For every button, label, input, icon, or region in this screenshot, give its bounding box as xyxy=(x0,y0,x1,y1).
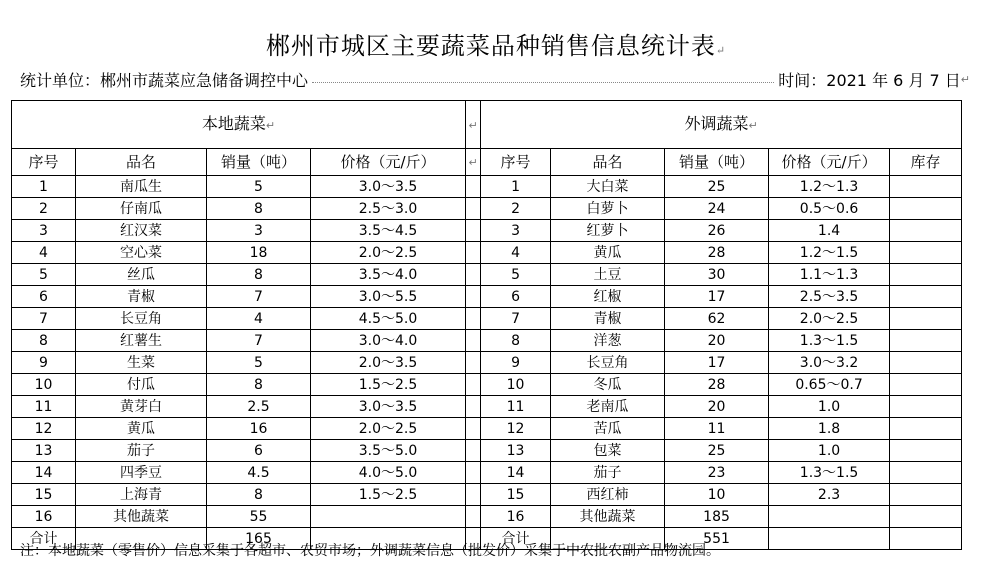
local-price-cell: 3.0～3.5 xyxy=(311,176,466,198)
col-header: 价格（元/斤） xyxy=(769,149,890,176)
paragraph-mark-icon: ↵ xyxy=(748,118,758,132)
external-name-cell: 大白菜 xyxy=(551,176,665,198)
local-name-cell: 四季豆 xyxy=(76,462,207,484)
external-name-cell: 其他蔬菜 xyxy=(551,506,665,528)
local-qty-cell: 8 xyxy=(207,484,311,506)
external-no-cell: 16 xyxy=(481,506,551,528)
local-name-cell: 黄芽白 xyxy=(76,396,207,418)
leader-dots xyxy=(312,72,774,83)
external-name-cell: 土豆 xyxy=(551,264,665,286)
local-no-cell: 11 xyxy=(12,396,76,418)
spacer-cell xyxy=(466,149,481,176)
totals-label: 合计 xyxy=(12,528,76,550)
spacer-cell xyxy=(466,418,481,440)
local-qty-cell: 18 xyxy=(207,242,311,264)
local-no-cell: 7 xyxy=(12,308,76,330)
title-text: 郴州市城区主要蔬菜品种销售信息统计表 xyxy=(265,32,716,60)
local-qty-cell: 8 xyxy=(207,264,311,286)
external-stock-cell xyxy=(890,462,962,484)
external-qty-cell: 28 xyxy=(665,374,769,396)
external-price-cell: 1.3～1.5 xyxy=(769,330,890,352)
external-price-cell: 1.1～1.3 xyxy=(769,264,890,286)
external-qty-cell: 30 xyxy=(665,264,769,286)
external-no-cell: 3 xyxy=(481,220,551,242)
local-qty-cell: 3 xyxy=(207,220,311,242)
table-row xyxy=(12,330,962,352)
external-price-cell: 2.5～3.5 xyxy=(769,286,890,308)
external-price-cell: 1.0 xyxy=(769,440,890,462)
spacer-cell xyxy=(466,396,481,418)
table-row xyxy=(12,374,962,396)
external-no-cell: 2 xyxy=(481,198,551,220)
local-no-cell: 10 xyxy=(12,374,76,396)
col-header: 品名 xyxy=(551,149,665,176)
table-row xyxy=(12,506,962,528)
local-no-cell: 6 xyxy=(12,286,76,308)
external-stock-cell xyxy=(890,308,962,330)
col-header: 价格（元/斤） xyxy=(311,149,466,176)
col-header: 品名 xyxy=(76,149,207,176)
local-name-cell: 红汉菜 xyxy=(76,220,207,242)
table-row xyxy=(12,396,962,418)
external-qty-cell: 62 xyxy=(665,308,769,330)
local-qty-cell: 2.5 xyxy=(207,396,311,418)
paragraph-mark-icon: ↵ xyxy=(960,73,970,86)
external-qty-cell: 23 xyxy=(665,462,769,484)
external-no-cell: 4 xyxy=(481,242,551,264)
table-row xyxy=(12,484,962,506)
spacer-cell xyxy=(466,330,481,352)
local-qty-cell: 16 xyxy=(207,418,311,440)
external-qty-cell: 28 xyxy=(665,242,769,264)
local-name-cell: 其他蔬菜 xyxy=(76,506,207,528)
local-price-cell: 2.0～2.5 xyxy=(311,242,466,264)
external-stock-cell xyxy=(890,264,962,286)
spacer-cell xyxy=(466,374,481,396)
spacer-cell xyxy=(466,506,481,528)
spacer-cell xyxy=(466,484,481,506)
external-price-cell xyxy=(769,506,890,528)
spacer-cell xyxy=(466,242,481,264)
local-qty-cell: 4 xyxy=(207,308,311,330)
local-price-cell: 3.5～4.0 xyxy=(311,264,466,286)
external-name-cell: 青椒 xyxy=(551,308,665,330)
section-local xyxy=(12,101,466,149)
section-external xyxy=(481,101,962,149)
external-qty-cell: 25 xyxy=(665,176,769,198)
local-total-qty: 165 xyxy=(207,528,311,550)
external-price-cell: 0.65～0.7 xyxy=(769,374,890,396)
unit-label: 统计单位：郴州市蔬菜应急储备调控中心 xyxy=(20,71,309,90)
local-no-cell: 13 xyxy=(12,440,76,462)
col-header: 序号 xyxy=(12,149,76,176)
external-no-cell: 12 xyxy=(481,418,551,440)
local-qty-cell: 55 xyxy=(207,506,311,528)
column-header-row xyxy=(12,149,962,176)
local-price-cell: 2.5～3.0 xyxy=(311,198,466,220)
empty-cell xyxy=(890,528,962,550)
local-no-cell: 3 xyxy=(12,220,76,242)
local-price-cell: 4.5～5.0 xyxy=(311,308,466,330)
local-name-cell: 生菜 xyxy=(76,352,207,374)
external-stock-cell xyxy=(890,220,962,242)
local-price-cell: 1.5～2.5 xyxy=(311,374,466,396)
external-no-cell: 11 xyxy=(481,396,551,418)
external-price-cell: 1.4 xyxy=(769,220,890,242)
external-stock-cell xyxy=(890,198,962,220)
external-qty-cell: 24 xyxy=(665,198,769,220)
external-stock-cell xyxy=(890,352,962,374)
table-row xyxy=(12,242,962,264)
local-price-cell: 3.0～4.0 xyxy=(311,330,466,352)
spacer-cell xyxy=(466,176,481,198)
external-no-cell: 13 xyxy=(481,440,551,462)
local-no-cell: 4 xyxy=(12,242,76,264)
local-qty-cell: 5 xyxy=(207,176,311,198)
local-qty-cell: 4.5 xyxy=(207,462,311,484)
external-no-cell: 10 xyxy=(481,374,551,396)
table-row xyxy=(12,264,962,286)
external-qty-cell: 20 xyxy=(665,330,769,352)
local-name-cell: 丝瓜 xyxy=(76,264,207,286)
local-name-cell: 茄子 xyxy=(76,440,207,462)
spacer-cell xyxy=(466,264,481,286)
external-price-cell: 0.5～0.6 xyxy=(769,198,890,220)
external-name-cell: 包菜 xyxy=(551,440,665,462)
external-name-cell: 红萝卜 xyxy=(551,220,665,242)
local-no-cell: 2 xyxy=(12,198,76,220)
external-price-cell: 2.0～2.5 xyxy=(769,308,890,330)
external-no-cell: 9 xyxy=(481,352,551,374)
spacer-cell xyxy=(466,286,481,308)
table-row xyxy=(12,176,962,198)
table-row xyxy=(12,308,962,330)
local-no-cell: 5 xyxy=(12,264,76,286)
external-qty-cell: 10 xyxy=(665,484,769,506)
external-price-cell: 3.0～3.2 xyxy=(769,352,890,374)
local-qty-cell: 7 xyxy=(207,286,311,308)
external-price-cell: 2.3 xyxy=(769,484,890,506)
external-name-cell: 茄子 xyxy=(551,462,665,484)
section-external-label: 外调蔬菜 xyxy=(684,113,749,133)
external-price-cell: 1.2～1.3 xyxy=(769,176,890,198)
local-qty-cell: 8 xyxy=(207,198,311,220)
external-stock-cell xyxy=(890,374,962,396)
table-row xyxy=(12,286,962,308)
local-name-cell: 空心菜 xyxy=(76,242,207,264)
external-stock-cell xyxy=(890,418,962,440)
spacer-cell xyxy=(466,220,481,242)
external-no-cell: 15 xyxy=(481,484,551,506)
external-name-cell: 红椒 xyxy=(551,286,665,308)
external-name-cell: 洋葱 xyxy=(551,330,665,352)
section-local-label: 本地蔬菜 xyxy=(201,113,266,133)
external-qty-cell: 11 xyxy=(665,418,769,440)
local-name-cell: 上海青 xyxy=(76,484,207,506)
local-name-cell: 付瓜 xyxy=(76,374,207,396)
table-row xyxy=(12,440,962,462)
paragraph-mark-icon: ↵ xyxy=(468,156,478,169)
external-stock-cell xyxy=(890,440,962,462)
external-stock-cell xyxy=(890,506,962,528)
paragraph-mark-icon: ↵ xyxy=(265,118,276,132)
local-name-cell: 南瓜生 xyxy=(76,176,207,198)
col-header: 销量（吨） xyxy=(665,149,769,176)
external-no-cell: 5 xyxy=(481,264,551,286)
external-price-cell: 1.3～1.5 xyxy=(769,462,890,484)
table-row xyxy=(12,220,962,242)
local-name-cell: 红薯生 xyxy=(76,330,207,352)
local-price-cell: 3.5～5.0 xyxy=(311,440,466,462)
external-name-cell: 冬瓜 xyxy=(551,374,665,396)
external-stock-cell xyxy=(890,242,962,264)
local-price-cell: 3.5～4.5 xyxy=(311,220,466,242)
local-no-cell: 1 xyxy=(12,176,76,198)
spacer-cell xyxy=(466,440,481,462)
external-qty-cell: 26 xyxy=(665,220,769,242)
vegetable-table xyxy=(11,100,962,550)
local-name-cell: 仔南瓜 xyxy=(76,198,207,220)
external-qty-cell: 25 xyxy=(665,440,769,462)
external-price-cell: 1.0 xyxy=(769,396,890,418)
external-stock-cell xyxy=(890,396,962,418)
external-qty-cell: 185 xyxy=(665,506,769,528)
external-no-cell: 14 xyxy=(481,462,551,484)
local-no-cell: 8 xyxy=(12,330,76,352)
external-stock-cell xyxy=(890,330,962,352)
table-row xyxy=(12,418,962,440)
local-qty-cell: 7 xyxy=(207,330,311,352)
spacer-cell xyxy=(466,198,481,220)
external-qty-cell: 17 xyxy=(665,352,769,374)
table-row xyxy=(12,462,962,484)
local-no-cell: 14 xyxy=(12,462,76,484)
external-no-cell: 6 xyxy=(481,286,551,308)
paragraph-mark-icon: ↵ xyxy=(468,118,478,132)
external-name-cell: 老南瓜 xyxy=(551,396,665,418)
local-qty-cell: 5 xyxy=(207,352,311,374)
spacer-cell xyxy=(466,462,481,484)
external-qty-cell: 17 xyxy=(665,286,769,308)
meta-line xyxy=(20,68,970,91)
external-price-cell: 1.2～1.5 xyxy=(769,242,890,264)
local-price-cell: 4.0～5.0 xyxy=(311,462,466,484)
local-qty-cell: 6 xyxy=(207,440,311,462)
external-qty-cell: 20 xyxy=(665,396,769,418)
spacer-cell xyxy=(466,308,481,330)
local-price-cell: 3.0～3.5 xyxy=(311,396,466,418)
local-no-cell: 12 xyxy=(12,418,76,440)
external-stock-cell xyxy=(890,484,962,506)
local-price-cell: 1.5～2.5 xyxy=(311,484,466,506)
external-name-cell: 白萝卜 xyxy=(551,198,665,220)
local-no-cell: 16 xyxy=(12,506,76,528)
external-no-cell: 8 xyxy=(481,330,551,352)
local-price-cell: 3.0～5.5 xyxy=(311,286,466,308)
table-row xyxy=(12,352,962,374)
section-header-row xyxy=(12,101,962,149)
external-total-qty: 551 xyxy=(665,528,769,550)
table-row xyxy=(12,198,962,220)
time-label: 时间：2021 年 6 月 7 日 xyxy=(778,71,961,90)
col-header: 库存 xyxy=(890,149,962,176)
footnote: 注：本地蔬菜（零售价）信息采集于各超市、农贸市场；外调蔬菜信息（批发价）采集于中农批农副产品物流园。 xyxy=(20,543,720,559)
external-no-cell: 1 xyxy=(481,176,551,198)
local-name-cell: 黄瓜 xyxy=(76,418,207,440)
local-name-cell: 青椒 xyxy=(76,286,207,308)
external-stock-cell xyxy=(890,286,962,308)
page-title xyxy=(0,26,992,61)
external-name-cell: 长豆角 xyxy=(551,352,665,374)
spacer-cell xyxy=(466,352,481,374)
external-no-cell: 7 xyxy=(481,308,551,330)
col-header: 销量（吨） xyxy=(207,149,311,176)
external-name-cell: 西红柿 xyxy=(551,484,665,506)
local-no-cell: 9 xyxy=(12,352,76,374)
local-no-cell: 15 xyxy=(12,484,76,506)
local-price-cell: 2.0～3.5 xyxy=(311,352,466,374)
empty-cell xyxy=(769,528,890,550)
local-price-cell xyxy=(311,506,466,528)
external-price-cell: 1.8 xyxy=(769,418,890,440)
spacer-cell xyxy=(466,101,481,149)
col-header: 序号 xyxy=(481,149,551,176)
external-name-cell: 黄瓜 xyxy=(551,242,665,264)
paragraph-mark-icon: ↵ xyxy=(715,44,727,57)
local-price-cell: 2.0～2.5 xyxy=(311,418,466,440)
local-name-cell: 长豆角 xyxy=(76,308,207,330)
local-qty-cell: 8 xyxy=(207,374,311,396)
external-name-cell: 苦瓜 xyxy=(551,418,665,440)
totals-label: 合计 xyxy=(481,528,551,550)
external-stock-cell xyxy=(890,176,962,198)
